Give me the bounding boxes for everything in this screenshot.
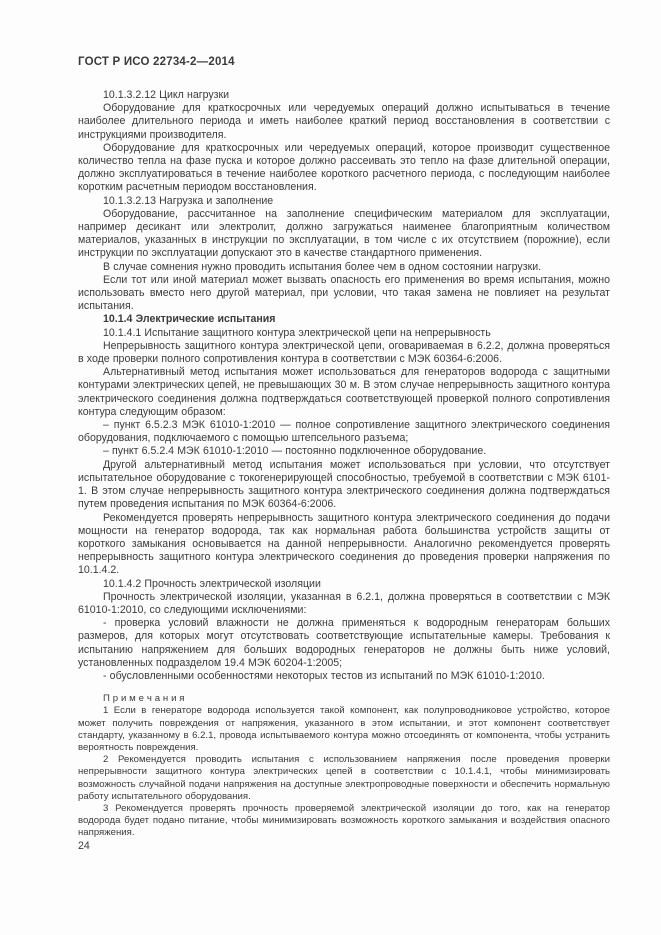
paragraph-body: В случае сомнения нужно проводить испытания более чем в одном состоянии нагрузки.	[103, 260, 542, 273]
paragraph-subheading: 10.1.3.2.13 Нагрузка и заполнение	[103, 194, 274, 207]
paragraph-subheading: 10.1.3.2.12 Цикл нагрузки	[103, 89, 230, 101]
paragraph-body: Оборудование для краткосрочных или чередуемых операций, которое производит существенное количество тепла на фазе пуска и которое должно рассеивать это тепло на фазе длительной операции, должно эксплуатироваться в течение наиболее короткого расчетного периода, с последующим наиболее коротким расчетным периодом восстановления.	[78, 141, 610, 194]
paragraph-note: 3 Рекомендуется проверять прочность проверяемой электрической изоляции до того, как на генератор водорода будет подано питание, чтобы минимизировать возможность короткого замыкания и воздействия опасного напряжения.	[78, 802, 610, 839]
paragraph-body: Непрерывность защитного контура электрической цепи, оговариваемая в 6.2.2, должна проверяться в ходе проверки полного сопротивления контура в соответствии с МЭК 60364-6:2006.	[78, 339, 610, 366]
paragraph-body: – пункт 6.5.2.3 МЭК 61010-1:2010 — полное сопротивление защитного электрического соединения оборудования, подключаемого с помощью штепсельного разъема;	[78, 419, 610, 445]
paragraph-body: Другой альтернативный метод испытания может использоваться при условии, что отсутствует испытательное оборудование с токогенерирующей способностью, требуемой в соответствии с МЭК 6101-1. В этом случае непрерывность защитного контура электрического соединения должна подтверждаться путем проведения испытания по МЭК 60364-6:2006.	[78, 458, 610, 511]
paragraph-body: – пункт 6.5.2.4 МЭК 61010-1:2010 — постоянно подключенное оборудование.	[103, 445, 487, 458]
paragraph-body: Оборудование для краткосрочных или чередуемых операций должно испытываться в течение наиболее длительного периода и иметь наиболее краткий период восстановления в соответствии с инструкциями производителя.	[78, 102, 610, 141]
paragraph-body: Альтернативный метод испытания может использоваться для генераторов водорода с защитными контурами электрических цепей, не превышающих 30 м. В этом случае непрерывность защитного контура электрического соединения должна подтверждаться соответствующей проверкой полного сопротивления контура следующим образом:	[78, 366, 610, 418]
paragraph-body: - проверка условий влажности не должна применяться к водородным генераторам больших размеров, для которых могут отсутствовать соответствующие испытательные камеры. Требования к испытанию напряжением для больших водородных генераторов не должны быть ниже условий, установленных подразделом 19.4 МЭК 60204-1:2005;	[78, 617, 610, 669]
paragraph-body: Оборудование, рассчитанное на заполнение специфическим материалом для эксплуатации, например десикант или электролит, должно загружаться наименее благоприятным количеством материалов, указанных в инструкции по эксплуатации, в том числе с их отсутствием (порожние), если инструкции по эксплуатации допускают это в качестве стандартного применения.	[78, 207, 610, 260]
paragraph-body: Прочность электрической изоляции, указанная в 6.2.1, должна проверяться в соответствии с МЭК 61010-1:2010, со следующими исключениями:	[78, 590, 610, 616]
paragraph-subheading: 10.1.4.1 Испытание защитного контура электрической цепи на непрерывность	[103, 326, 491, 339]
document-header: ГОСТ Р ИСО 22734-2—2014	[78, 56, 235, 68]
paragraph-body: Рекомендуется проверять непрерывность защитного контура электрического соединения до подачи мощности на генератор водорода, так как нормальная работа большинства устройств защиты от короткого замыкания основывается на данной непрерывности. Аналогично рекомендуется проверять непрерывность защитного контура электрического соединения до проведения проверки напряжения по 10.1.4.2.	[78, 511, 610, 577]
page-number: 24	[78, 840, 90, 852]
paragraph-subheading: 10.1.4.2 Прочность электрической изоляции	[103, 577, 321, 590]
paragraph-body: - обусловленными особенностями некоторых тестов из испытаний по МЭК 61010-1:2010.	[103, 669, 545, 682]
document-content	[78, 89, 610, 840]
paragraph-body: Если тот или иной материал может вызвать опасность его применения во время испытания, можно использовать вместо него другой материал, при условии, что такая замена не повлияет на результат испытания.	[78, 273, 610, 313]
paragraph-note: 2 Рекомендуется проводить испытания с использованием напряжения после проведения проверки непрерывности защитного контура электрических цепей в соответствии с 10.1.4.1, чтобы минимизировать возможность случайной подачи напряжения на доступные электропроводные поверхности и обеспечить нормальную работу испытательного оборудования.	[78, 754, 610, 802]
paragraph-note: 1 Если в генераторе водорода используется такой компонент, как полупроводниковое устройство, которое может получить повреждения от напряжения, указанного в этом испытании, и этот компонент соответствует стандарту, указанному в 6.2.1, провода испытываемого контура можно отсоединять от компонента, чтобы устранить вероятность повреждения.	[78, 705, 610, 753]
paragraph-heading: 10.1.4 Электрические испытания	[103, 313, 276, 326]
paragraph-notes-label: П р и м е ч а н и я	[103, 693, 185, 705]
